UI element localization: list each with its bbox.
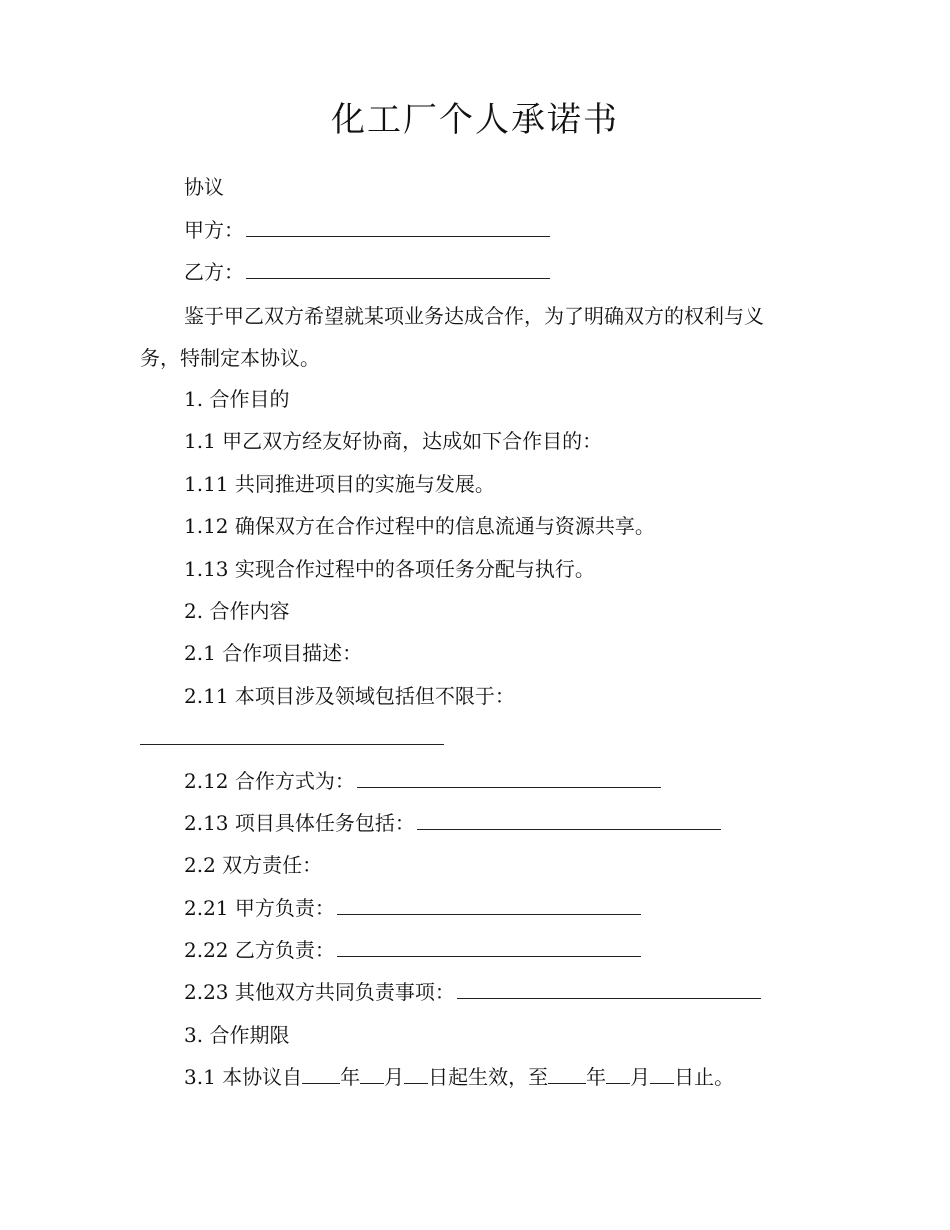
start-day-blank[interactable] <box>404 1065 428 1084</box>
party-b-blank[interactable] <box>246 260 550 279</box>
clause-2-21-label: 2.21 甲方负责： <box>184 896 335 920</box>
clause-2-22 <box>184 935 641 965</box>
start-year-label: 年 <box>340 1065 361 1089</box>
document-title: 化工厂个人承诺书 <box>331 100 619 140</box>
party-a-label: 甲方： <box>184 218 244 242</box>
start-year-blank[interactable] <box>302 1065 340 1084</box>
party-a-line <box>184 215 550 245</box>
clause-2-13 <box>184 808 721 838</box>
end-day-blank[interactable] <box>650 1065 674 1084</box>
clause-2-23-label: 2.23 其他双方共同负责事项： <box>184 980 455 1004</box>
party-a-blank[interactable] <box>246 218 550 237</box>
clause-2-12-blank[interactable] <box>357 769 661 788</box>
clause-2-22-label: 2.22 乙方负责： <box>184 938 335 962</box>
clause-2-11: 2.11 本项目涉及领域包括但不限于： <box>184 684 515 708</box>
heading-agreement: 协议 <box>184 175 224 199</box>
section-3-heading: 3. 合作期限 <box>184 1023 290 1047</box>
clause-2-23-blank[interactable] <box>457 980 761 999</box>
clause-2-12-label: 2.12 合作方式为： <box>184 769 355 793</box>
party-b-label: 乙方： <box>184 260 244 284</box>
section-2-heading: 2. 合作内容 <box>184 599 290 623</box>
clause-2-22-blank[interactable] <box>337 938 641 957</box>
section-1-heading: 1. 合作目的 <box>184 387 290 411</box>
clause-2-12 <box>184 766 661 796</box>
clause-2-23 <box>184 977 761 1007</box>
clause-1-12: 1.12 确保双方在合作过程中的信息流通与资源共享。 <box>184 514 655 538</box>
clause-2-21-blank[interactable] <box>337 896 641 915</box>
end-month-blank[interactable] <box>606 1065 630 1084</box>
clause-2-21 <box>184 893 641 923</box>
clause-2-13-blank[interactable] <box>417 811 721 830</box>
end-year-label: 年 <box>586 1065 607 1089</box>
clause-2-13-label: 2.13 项目具体任务包括： <box>184 811 415 835</box>
party-b-line <box>184 257 550 287</box>
clause-1-11: 1.11 共同推进项目的实施与发展。 <box>184 472 495 496</box>
start-month-blank[interactable] <box>360 1065 384 1084</box>
clause-2-1: 2.1 合作项目描述： <box>184 641 363 665</box>
clause-2-11-blank-line <box>140 723 444 753</box>
start-month-label: 月 <box>384 1065 405 1089</box>
intro-paragraph: 鉴于甲乙双方希望就某项业务达成合作，为了明确双方的权利与义务，特制定本协议。 <box>140 304 764 370</box>
clause-2-11-blank[interactable] <box>140 726 444 745</box>
end-year-blank[interactable] <box>548 1065 586 1084</box>
clause-2-2: 2.2 双方责任： <box>184 853 323 877</box>
clause-3-1 <box>184 1062 734 1092</box>
start-day-label: 日起生效，至 <box>428 1065 549 1089</box>
end-day-label: 日止。 <box>674 1065 735 1089</box>
clause-1-1: 1.1 甲乙双方经友好协商，达成如下合作目的： <box>184 429 603 453</box>
clause-3-1-start: 3.1 本协议自 <box>184 1065 303 1089</box>
end-month-label: 月 <box>630 1065 651 1089</box>
clause-1-13: 1.13 实现合作过程中的各项任务分配与执行。 <box>184 557 595 581</box>
